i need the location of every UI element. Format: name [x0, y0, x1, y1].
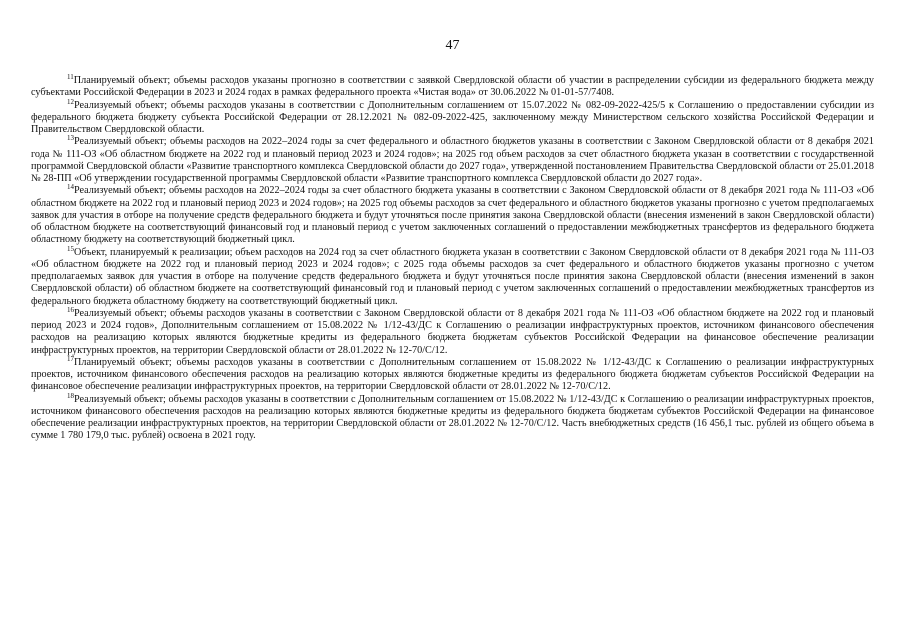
footnote	[31, 97, 874, 137]
footnote-marker: 11	[67, 73, 74, 81]
footnote-text: Планируемый объект; объемы расходов указаны прогнозно в соответствии с заявкой Свердловской области об участии в распределении субсидии из федерального бюджета между субъектами Российской Федерации в 2023 и 2024 годах в рамках федерального проекта «Чистая вода» от 30.06.2022 № 01-01-57/7408.	[31, 75, 874, 99]
footnote-text: Объект, планируемый к реализации; объем расходов на 2024 год за счет областного бюджета указан в соответствии с Законом Свердловской области от 8 декабря 2021 года № 111-ОЗ «Об областном бюджете на 2022 год и плановый период 2023 и 2024 годов»; с 2025 года объемы расходов за счет федерального и областного бюджетов указаны прогнозно с учетом предполагаемых заявок для участия в отборе на получение средств федерального бюджета и будут уточняться после принятия закона Свердловской области (внесения изменений в закон Свердловской области) об областном бюджете на соответствующий финансовый год и плановый период с учетом заключенных соглашений о предоставлении межбюджетных трансфертов из федерального бюджета областному бюджету на соответствующий бюджетный цикл.	[31, 246, 874, 307]
footnote	[31, 75, 874, 100]
footnote	[31, 136, 874, 185]
footnote-marker: 15	[67, 244, 74, 253]
footnote-marker: 12	[67, 97, 74, 106]
page-number: 47	[445, 38, 460, 53]
footnote-text: Реализуемый объект; объемы расходов на 2022–2024 годы за счет федерального и областного бюджетов указаны в соответствии с Законом Свердловской области от 8 декабря 2021 года № 111-ОЗ «Об областном бюджете на 2022 год и плановый период 2023 и 2024 годов»; на 2025 год объем расходов за счет областного бюджета указан в соответствии с государственной программой Свердловской области «Развитие транспортного комплекса Свердловской области до 2027 года», утвержденной постановлением Правительства Свердловской области от 25.01.2018 № 28-ПП «Об утверждении государственной программы Свердловской области «Развитие транспортного комплекса Свердловской области до 2027 года».	[31, 136, 874, 184]
footnote-text: Реализуемый объект; объемы расходов указаны в соответствии с Дополнительным соглашением от 15.08.2022 № 1/12-43/ДС к Соглашению о реализации инфраструктурных проектов, источником финансового обеспечения расходов на реализацию которых являются бюджетные кредиты из федерального бюджета бюджетам субъектов Российской Федерации на финансовое обеспечение реализации инфраструктурных проектов, на территории Свердловской области от 28.01.2022 № 12-70/С/12. Часть внебюджетных средств (16 456,1 тыс. рублей из общего объема в сумме 1 780 179,0 тыс. рублей) освоена в 2021 году.	[31, 393, 874, 442]
footnote-marker: 13	[67, 134, 74, 143]
footnote	[31, 185, 874, 246]
footnote-text: Реализуемый объект; объемы расходов на 2022–2024 годы за счет областного бюджета указаны в соответствии с Законом Свердловской области от 8 декабря 2021 года № 111-ОЗ «Об областном бюджете на 2022 год и плановый период 2023 и 2024 годов»; на 2025 год объемы расходов за счет федерального и областного бюджетов указаны прогнозно с учетом предполагаемых заявок для участия в отборе на получение средств федерального бюджета и будут уточняться после принятия закона Свердловской области (внесения изменений в закон Свердловской области) об областном бюджете на соответствующий финансовый год и плановый период с учетом заключенных соглашений о предоставлении межбюджетных трансфертов из федерального бюджета областному бюджету на соответствующий бюджетный цикл.	[31, 185, 874, 246]
footnote	[31, 244, 874, 308]
footnote-marker: 17	[67, 354, 74, 363]
footnote-marker: 18	[67, 391, 74, 400]
footnote-marker: 14	[67, 183, 74, 192]
footnote-text: Планируемый объект; объемы расходов указаны в соответствии с Дополнительным соглашением от 15.08.2022 № 1/12-43/ДС к Соглашению о реализации инфраструктурных проектов, источником финансового обеспечения расходов на реализацию которых являются бюджетные кредиты из федерального бюджета бюджетам субъектов Российской Федерации на финансовое обеспечение реализации инфраструктурных проектов, на территории Свердловской области от 28.01.2022 № 12-70/С/12.	[31, 356, 874, 393]
footnote-marker: 16	[67, 305, 74, 314]
footnote-text: Реализуемый объект; объемы расходов указаны в соответствии с Законом Свердловской области от 8 декабря 2021 года № 111-ОЗ «Об областном бюджете на 2022 год и плановый период 2023 и 2024 годов», Дополнительным соглашением от 15.08.2022 № 1/12-43/ДС к Соглашению о реализации инфраструктурных проектов, источником финансового обеспечения расходов на реализацию которых являются бюджетные кредиты из федерального бюджета бюджетам субъектов Российской Федерации на финансовое обеспечение реализации инфраструктурных проектов, на территории Свердловской области от 28.01.2022 № 12-70/С/12.	[31, 307, 874, 356]
footnote-text: Реализуемый объект; объемы расходов указаны в соответствии с Дополнительным соглашением от 15.07.2022 № 082-09-2022-425/5 к Соглашению о предоставлении субсидии из федерального бюджета бюджету субъекта Российской Федерации от 28.12.2021 № 082-09-2022-425, заключенному между Министерством сельского хозяйства Российской Федерации и Правительством Свердловской области.	[31, 99, 874, 135]
footnote	[31, 391, 874, 443]
footnote	[31, 305, 874, 357]
footnote	[31, 354, 874, 394]
footnotes-list	[31, 75, 874, 443]
